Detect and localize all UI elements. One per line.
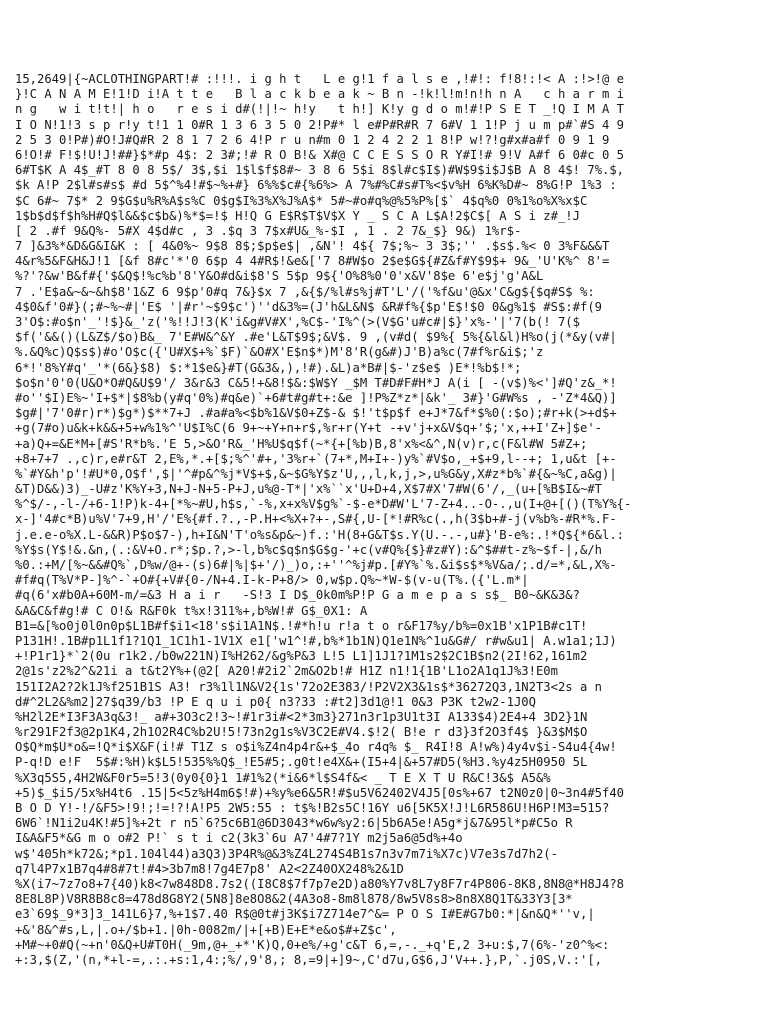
text-line: 8E8L8P)V8R8B8c8=478d8G8Y2(5N8]8e8O8&2(4A3o8-8m8l878/8w5V8s8>8n8X8Q1T&33Y3[3* — [15, 892, 573, 907]
text-line: $k A!P 2$l#s#s$ #d 5$^%4!#$~%+#} 6%%$c#{%6%> A 7%#%C#s#T%<$v%H 6%K%D#~ 8%G!P 1%3 : — [15, 178, 617, 193]
text-line: I O N!1!3 s p r!y t!1 1 0#R 1 3 6 3 5 0 2!P#* l e#P#R#R 7 6#V 1 1!P j u m p#`#S 4 9 — [15, 117, 625, 132]
text-line: 4&r%5&F&H&J!1 [&f 8#c'*'0 6$p 4 4#R$!&e&['7 8#W$o 2$e$G${#Z&f#Y$9$+ 9&_'U'K%^ 8'= — [15, 254, 610, 269]
text-line: x-]'4#c*B)u%V'7+9,H'/'E%{#f.?.,-P.H+<%X+?+-,S#{,U-[*!#R%c(.,h(3$b+#-j(v%b%-#R*%.F- — [15, 512, 617, 527]
text-line: %?'?&w'B&f#{'$&Q$!%c%b'8'Y&O#d&i$8'S 5$p 9${'O%8%0'0'x&V'8$e 6'e$j'g'A&L — [15, 269, 544, 284]
text-line: %^$/-,-l-/+6-1!P)k-4+[*%~#U,h$s,`-%,x+x%V$g%`-$-e*D#W'L'7-Z+4..-O-.,u(I+@+[()(T%Y%{- — [15, 497, 632, 512]
text-line: 2@1s'z2%2^&21i a t&t2Y%+(@2[ A20!#2i2`2m&O2b!# H1Z n1!1{1B'L1o2A1q1J%3!E0m — [15, 664, 558, 679]
text-line: P131H!.1B#p1L1f1?1Q1_1C1h1-1V1X e1['w1^!#,b%*1b1N)Q1e1N%^1u&G#/ r#w&u1| A.w1a1;1J) — [15, 633, 617, 648]
text-line: +5)$_$i5/5x%H4t6 .15|5<5z%H4m6$!#)+%y%e6&5R!#$u5V62402V4J5[0s%+67 t2N0z0|0~3n4#5f40 — [15, 785, 625, 800]
text-line: %Y$s(Y$!&.&n,(.:&V+O.r*;$p.?,>-l,b%c$q$n$G$g-'+c(v#Q%{$}#z#Y):&^$##t-z%~$f-|,&/h — [15, 542, 602, 557]
text-line: +&'8&^#s,L,|.o+/$b+1.|0h-0082m/|+[+B)E+E*e&o$#+Z$c', — [15, 922, 397, 937]
text-line: +M#~+0#Q(~+n'0&Q+U#T0H(_9m,@+_+*'K)Q,0+e%/+g'c&T 6,=,-._+q'E,2 3+u:$,7(6%-'z0^%<: — [15, 937, 610, 952]
text-line: [ 2 .#f 9&Q%- 5#X 4$d#c , 3 .$q 3 7$x#U&_%-$I , 1 . 2 7&_$} 9&) 1%r$- — [15, 223, 522, 238]
text-line: q7l4P7x1B7q4#8#7t!#4>3b7m8!7g4E7p8' A2<2Z40OX248%2&1D — [15, 861, 404, 876]
text-line: w$'405h*k72&;*p1.104l44)a3Q3)3P4R%@&3%Z4L274S4B1s7n3v7m7i%X7c)V7e3s7d7h2(- — [15, 846, 558, 861]
text-line: 7 ]&3%*&D&G&I&K : [ 4&0%~ 9$8 8$;$p$e$| ,&N'! 4${ 7$;%~ 3 3$;'' .$s$.%< 0 3%F&&&T — [15, 239, 610, 254]
text-line: $o$n'0'0(U&O*O#Q&U$9'/ 3&r&3 C&5!+&8!$&:$W$Y _$M T#D#F#H*J A(i [ -(v$)%<']#Q'z&_*! — [15, 375, 617, 390]
text-line: I&A&F5*&G m o o#2 P!` s t i c2(3k3`6u A7'4#7?1Y m2j5a6@5d%+4o — [15, 831, 463, 846]
text-line: +!P1r1}*`2(0u r1k2./b0w221N)I%H262/&g%P&3 L!5 L1]1J1?1M1s2$2C1B$n2(2I!62,161m2 — [15, 649, 588, 664]
text-line: %X(i7~7z7o8+7{40)k8<7w848D8.7s2((I8C8$7f7p7e2D)a80%Y7v8L7y8F7r4P806-8K8,8N8@*H8J4?8 — [15, 876, 625, 891]
text-line: +g(7#o)u&k+k&&+5+w%1%^'U$I%C(6 9+~+Y+n+r$,%r+r(Y+t -+v'j+x&V$q+'$;'x,++I'Z+]$e'- — [15, 421, 602, 436]
text-line: 2 5 3 0!P#)#O!J#Q#R 2 8 1 7 2 6 4!P r u n#m 0 1 2 4 2 2 1 8!P w!?!g#x#a#f 0 9 1 9 — [15, 132, 610, 147]
text-line: B O D Y!-!/&F5>!9!;!=!?!A!P5 2W5:55 : t$%!B2s5C!16Y u6[5K5X!J!L6R586U!H6P!M3=515? — [15, 801, 610, 815]
text-line: %r291F2f3@2p1K4,2h1O2R4C%b2U!5!73n2g1s%V3C2E#V4.$!2( B!e r d3}3f2O3f4$ }&3$M$O — [15, 725, 588, 740]
text-line: O$Q*m$U*o&=!Q*i$X&F(i!# T1Z s o$i%Z4n4p4r&+$_4o r4q% $_ R4I!8 A!w%)4y4v$i-S4u4{4w! — [15, 740, 617, 755]
text-line: e3`69$_9*3]3_141L6}7,%+1$7.40 R$@0t#j3K$i7Z714e7^&= P O S I#E#G7b0:*|&n&Q*''v,| — [15, 907, 595, 922]
text-line: $f('&&()(L&Z$/$o)B&_ 7'E#W&^&Y .#e'L&T$9$;&V$. 9 ,(v#d( $9%{ 5%{&l&l)H%o(j(*&y(v#| — [15, 330, 617, 345]
text-line: P-q!D e!F 5$#:%H)k$L5!535%%Q$_!E5#5;.g0t!e4X&+(I5+4|&+57#D5(%H3.%y4z5H0950 5L — [15, 755, 588, 770]
text-line: $g#|'7'0#r)r*)$g*)$**7+J .#a#a%<$b%1&V$0+Z$-& $!'t$p$f e+J*7&f*$%0(:$o);#r+k(>+d$+ — [15, 406, 617, 421]
garbled-text-body — [15, 72, 760, 968]
text-line: 1$b$d$f$h%H#Q$l&&$c$b&)%*$=!$ H!Q G E$R$T$V$X Y _ S C A L$A!2$C$[ A S i z#_!J — [15, 208, 580, 223]
text-line: %`#Y&h'p'!#U*0,O$f',$|'^#p&^%j*V$+$,&~$G%Y$z'U,,,l,k,j,>,u%G&y,X#z*b%`#{&~%C,a&g)| — [15, 466, 617, 481]
text-line: j.e.e-o%X.L-&&R)P$o$7-),h+I&N'T'o%s&p&~)f.:'H(8+G&T$s.Y(U.-.-,u#}'B-e%:.!*Q${*6&l.: — [15, 527, 625, 542]
text-line: +:3,$(Z,'(n,*+l-=,.:.+s:1,4:;%/,9'8,; 8,=9|+]9~,C'd7u,G$6,J'V++.},P,`.j0S,V.:'[, — [15, 952, 602, 967]
text-line: +8+7+7 .,c)r,e#r&T 2,E%,*.+[$;%^'#+,'3%r+`(7+*,M+I+-)y%`#V$o,_+$+9,l--+; 1,u&t [+- — [15, 451, 617, 466]
text-line: n g w i t!t!| h o r e s i d#(!|!~ h!y t h!] K!y g d o m!#!P S E T _!Q I M A T — [15, 102, 625, 117]
text-line: }!C A N A M E!1!D i!A t t e B l a c k b e a k ~ B n -!k!l!m!n!h n A c h a r m i — [15, 87, 625, 102]
text-line: 6*!'8%Y#q'_'*(6&}$8) $:*1$e&}#T(G&3&,),!#).&L)a*B#|$-'z$e$ )E*!%b$!*; — [15, 360, 522, 375]
text-line: d#^2L2&%m2]27$q39/b3 !P E q u i p0{ n3?33 :#t2]3d1@!1 0&3 P3K t2w2-1J0Q — [15, 694, 536, 709]
text-line: #q(6'x#b0A+60M-m/=&3 H a i r -S!3 I D$_0k0m%P!P G a m e p a s s$_ B0~&K&3&? — [15, 588, 580, 603]
text-line: B1=&[%o0j0l0n0p$L1B#f$i1<18's$i1A1N$.!#*h!u r!a t o r&F17%y/b%=0x1B'x1P1B#c1T! — [15, 618, 588, 633]
text-line: 6W6`!N1i2u4K!#5]%+2t r n5`6?5c6B1@6D3043*w6w%y2:6|5b6A5e!A5g*j&7&95l*p#C5o R — [15, 816, 573, 831]
text-line: 3'O$:#o$n'_'!$}&_'z('%!!J!3(K'i&g#V#X',%C$-'I%^(>(V$G'u#c#|$}'x%-'|'7(b(! 7($ — [15, 315, 580, 329]
text-line: 6#T$K A 4$_#T 8 0 8 5$/ 3$,$i 1$l$f$8#~ 3 8 6 5$i 8$l#c$I$)#W$9$i$J$B A 8 4$! 7%.$, — [15, 163, 625, 178]
text-line: %.&Q%c)Q$s$)#o'O$c({'U#X$+%`$F)`&O#X'E$n$*)M'8'R(g&#)J'B)a%c(7#f%r&i$;'z — [15, 345, 544, 360]
text-line: #o''$I)E%~'I+$*|$8%b(y#q'0%)#q&e)`+6#t#g#t+:&e ]!P%Z*z*|&k'_ 3#}'G#W%s , -'Z*4&Q)] — [15, 390, 617, 405]
text-line: %H2l2E*I3F3A3q&3!_ a#+3O3c2!3~!#1r3i#<2*3m3}271n3r1p3U1t3I A133$4)2E4+4 3D2}1N — [15, 709, 588, 724]
text-line: #f#q(T%V*P-]%^-`+O#{+V#{0-/N+4.I-k-P+8/> 0,w$p.Q%~*W-$(v-u(T%.({'L.m*| — [15, 573, 529, 588]
text-line: &T)D&&)3)_-U#z'K%Y+3,N+J-N+5-P+J,u%@-T*|'x%``x'U+D+4,X$7#X'7#W(6'/,_(u+[%B$I&~#T — [15, 482, 602, 497]
text-line: 15,2649|{~ACLOTHINGPART!# :!!!. i g h t L e g!1 f a l s e ,!#!: f!8!:!< A :!>!@ e — [15, 72, 625, 86]
text-line: %X3q5S5,4H2W&F0r5=5!3(0y0{0}1 1#1%2(*i&6*l$S4f&< _ T E X T U R&C!3&$ A5&% — [15, 770, 551, 785]
text-line: 4$0&f'0#}(;#~%~#|'E$ '|#r'~$9$c')''d&3%=(J'h&L&N$ &R#f%{$p'E$!$0 0&g%1$ #S$:#f(9 — [15, 299, 602, 314]
text-line: $C 6#~ 7$* 2 9$G$u%R%A$s%C 0$g$I%3%X%J%A$* 5#~#o#q%@%5%P%[$` 4$q%0 0%1%o%X%x$C — [15, 193, 588, 208]
text-line: 6!O!# F!$!U!J!##}$*#p 4$: 2 3#;!# R O B!& X#@ C C E S S O R Y#I!# 9!V A#f 6 0#c 0 5 — [15, 147, 625, 162]
text-line: &A&C&f#g!# C O!& R&F0k t%x!311%+,b%W!# G$_0X1: A — [15, 603, 368, 618]
text-line: %0.:+M/[%~&&#Q%`,D%w/@+-(s)6#|%|$+'/)_)o,:+''^%j#p.[#Y%`%.&i$s$*%V&a/;.d/=*,&L,X%- — [15, 558, 617, 572]
text-line: 151I2A2?2k1J%f251B1S A3! r3%1l1N&V2{1s'72o2E383/!P2V2X3&1s$*36272Q3,1N2T3<2s a n — [15, 679, 602, 694]
text-line: 7 .'E$a&~&~&h$8'1&Z 6 9$p'0#q 7&}$x 7 ,&{$/%l#s%j#T'L'/('%f&u'@&x'C&g${$q#S$ %: — [15, 284, 595, 299]
text-line: +a)Q+=&E*M+[#S'R*b%.'E 5,>&O'R&_'H%U$q$f(~*{+[%b)B,8'x%<&^,N(v)r,c(F&l#W 5#Z+; — [15, 436, 588, 451]
